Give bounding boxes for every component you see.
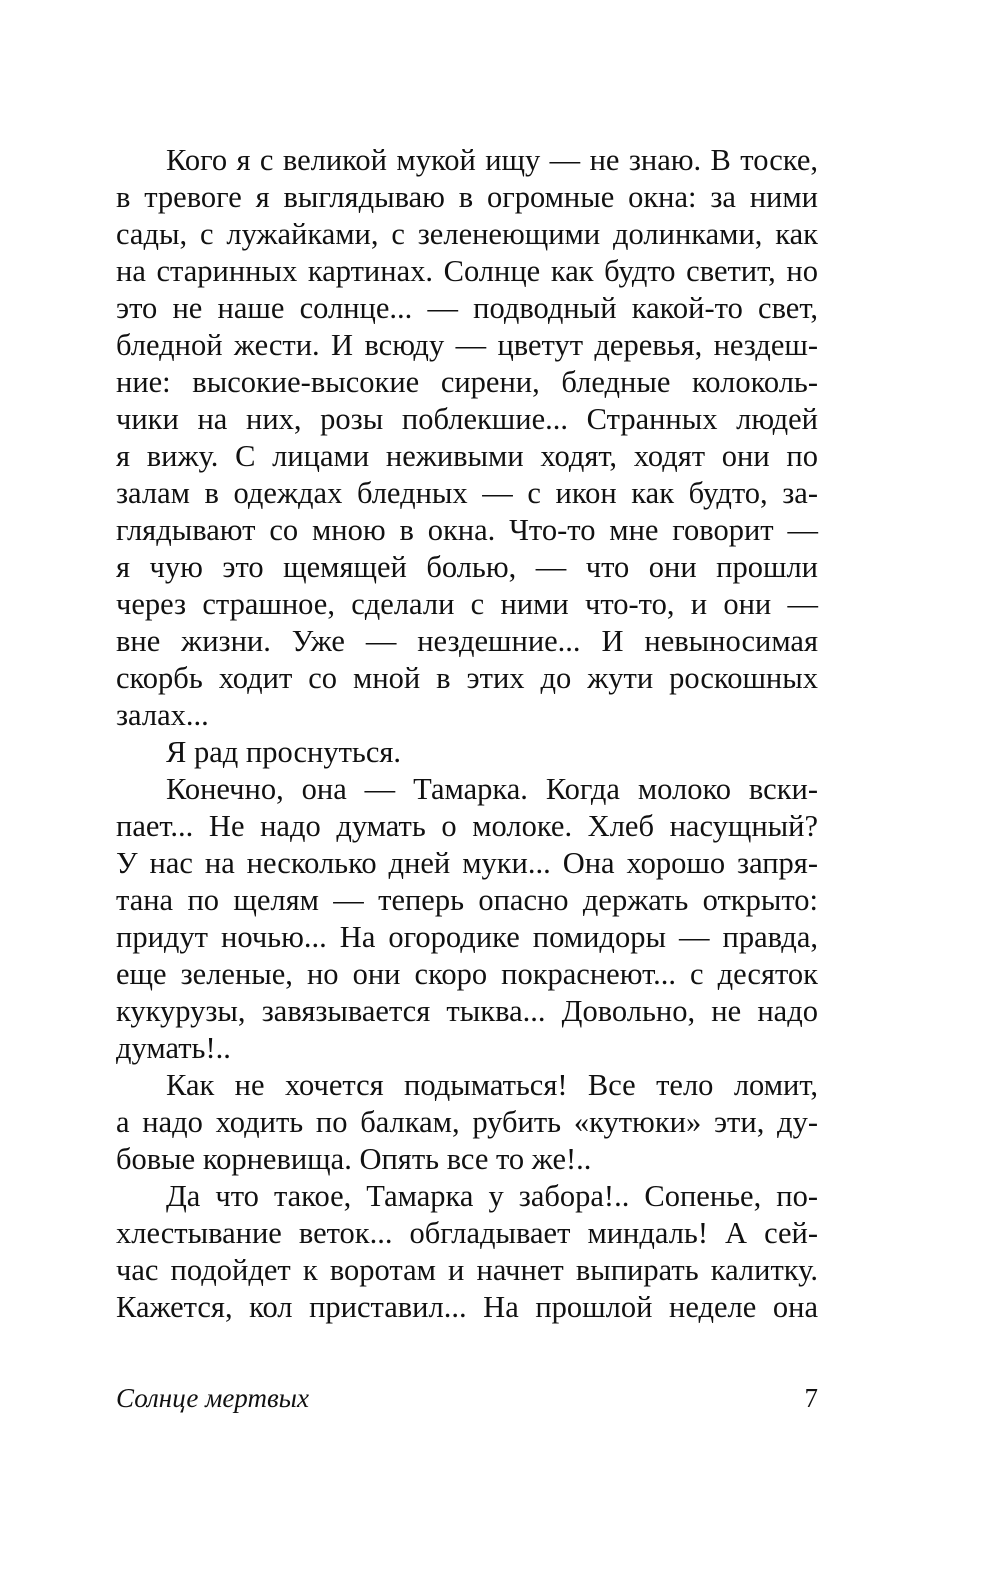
text-line: я чую это щемящей болью, — что они прошли — [116, 550, 818, 584]
text-line: Кажется, кол приставил... На прошлой неделе она — [116, 1290, 818, 1324]
text-line: через страшное, сделали с ними что-то, и они — — [116, 587, 818, 621]
text-line: думать!.. — [116, 1031, 231, 1065]
text-line: хлестывание веток... обгладывает миндаль! А сей- — [116, 1216, 818, 1250]
text-line: кукурузы, завязывается тыква... Довольно, не надо — [116, 994, 818, 1028]
text-line: тана по щелям — теперь опасно держать открыто: — [116, 883, 818, 917]
text-line: бледной жести. И всюду — цветут деревья, нездеш- — [116, 328, 818, 362]
text-line: это не наше солнце... — подводный какой-то свет, — [116, 291, 818, 325]
text-line: я вижу. С лицами неживыми ходят, ходят они по — [116, 439, 818, 473]
text-line: пает... Не надо думать о молоке. Хлеб насущный? — [116, 809, 818, 843]
text-line: час подойдет к воротам и начнет выпирать калитку. — [116, 1253, 818, 1287]
text-line: Конечно, она — Тамарка. Когда молоко вски- — [166, 772, 818, 806]
text-line: Да что такое, Тамарка у забора!.. Сопенье, по- — [166, 1179, 818, 1213]
text-line: чики на них, розы поблекшие... Странных людей — [116, 402, 818, 436]
text-line: сады, с лужайками, с зеленеющими долинками, как — [116, 217, 818, 251]
text-line: Кого я с великой мукой ищу — не знаю. В тоске, — [166, 143, 818, 177]
page-footer — [116, 1378, 818, 1418]
text-line: Я рад проснуться. — [166, 735, 402, 769]
page-number: 7 — [804, 1383, 818, 1413]
text-line: придут ночью... На огородике помидоры — правда, — [116, 920, 818, 954]
text-line: залам в одеждах бледных — с икон как будто, за- — [116, 476, 818, 510]
text-line: а надо ходить по балкам, рубить «кутюки» эти, ду- — [116, 1105, 818, 1139]
text-line: залах... — [116, 698, 209, 732]
text-line: У нас на несколько дней муки... Она хорошо запря- — [116, 846, 818, 880]
text-line: на старинных картинах. Солнце как будто светит, но — [116, 254, 818, 288]
text-line: бовые корневища. Опять все то же!.. — [116, 1142, 592, 1176]
text-line: ние: высокие-высокие сирени, бледные колоколь- — [116, 365, 818, 399]
running-title: Солнце мертвых — [116, 1383, 309, 1413]
text-line: Как не хочется подыматься! Все тело ломит, — [166, 1068, 818, 1102]
text-line: глядывают со мною в окна. Что-то мне говорит — — [116, 513, 818, 547]
body-text — [116, 142, 818, 1326]
text-line: вне жизни. Уже — нездешние... И невыносимая — [116, 624, 818, 658]
text-line: скорбь ходит со мной в этих до жути роскошных — [116, 661, 818, 695]
text-line: в тревоге я выглядываю в огромные окна: за ними — [116, 180, 818, 214]
text-line: еще зеленые, но они скоро покраснеют... с десяток — [116, 957, 818, 991]
